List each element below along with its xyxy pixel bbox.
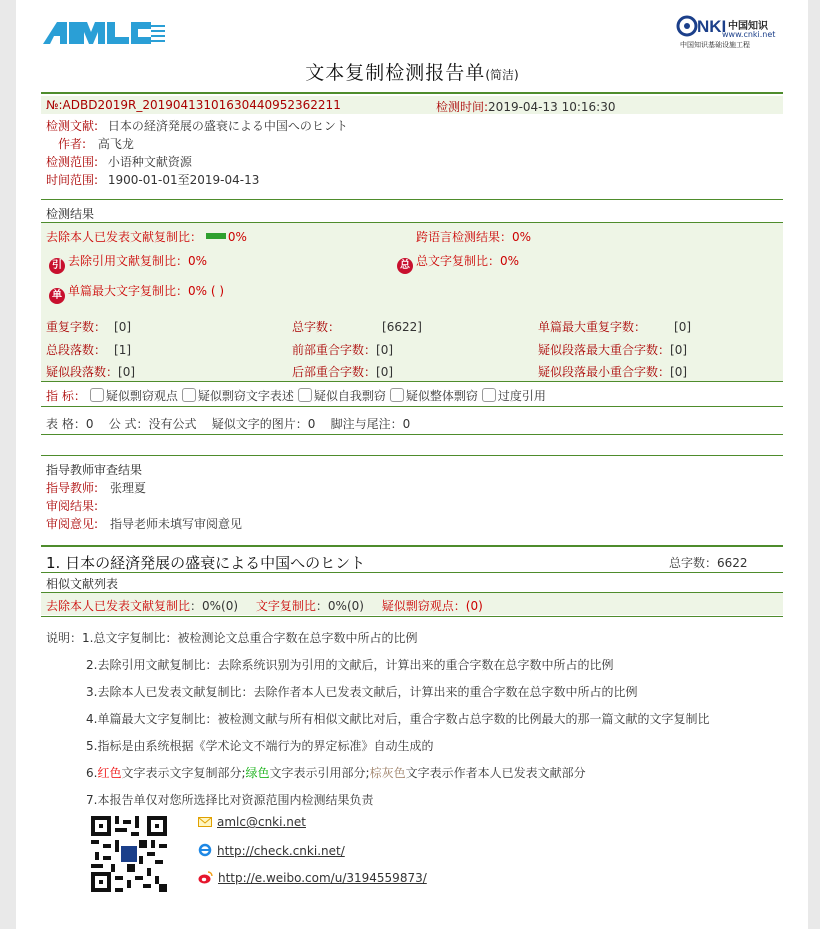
amlc-logo	[43, 18, 165, 46]
teacher-value: 张理夏	[110, 481, 147, 495]
document-words-label: 总字数：	[669, 556, 718, 570]
note-red-text: 文字表示文字复制部分;	[121, 766, 246, 780]
divider	[41, 381, 783, 382]
quote-excl-label: 去除引用文献复制比：	[68, 254, 189, 268]
review-result-row	[46, 497, 98, 514]
report-title	[16, 58, 808, 85]
divider	[41, 92, 783, 94]
scope-label: 检测范围:	[46, 155, 99, 169]
doc-row	[46, 117, 348, 134]
stat-cell	[292, 341, 393, 358]
sim-suspect-value: ：(0)	[453, 599, 483, 613]
total-value: 0%	[500, 254, 520, 268]
teacher-section-title: 指导教师审查结果	[46, 463, 143, 477]
report-page	[16, 0, 808, 929]
stat-label: 重复字数：	[46, 320, 107, 334]
opinion-label: 审阅意见:	[46, 517, 99, 531]
total-badge-icon: 总	[397, 258, 413, 274]
cnki-logo	[676, 15, 786, 51]
cnki-tagline: 中国知识基础设施工程	[680, 41, 750, 49]
stat-cell	[292, 318, 422, 335]
ratio-bar	[206, 233, 226, 239]
teacher-label: 指导教师:	[46, 481, 99, 495]
check-time-label: 检测时间:	[436, 100, 489, 114]
stat-value: [0]	[376, 365, 394, 379]
note-item: 4.单篇最大文字复制比：被检测文献与所有相似文献比对后，重合字数占总字数的比例最大的那一篇文献的文字复制比	[86, 712, 710, 726]
quote-excl-value: 0%	[188, 254, 208, 268]
single-max-label: 单篇最大文字复制比：	[68, 284, 189, 298]
note-red-word: 红色	[97, 766, 122, 780]
check-time	[436, 98, 616, 115]
stat-label: 总字数：	[292, 320, 341, 334]
stat-cell	[292, 363, 393, 380]
self-excl-label: 去除本人已发表文献复制比：	[46, 230, 203, 244]
sim-suspect-label: 疑似剽窃观点	[381, 599, 454, 613]
misc-stats: 表 格：0 公 式：没有公式 疑似文字的图片：0 脚注与尾注：0	[46, 417, 411, 431]
indicator-item: 疑似剽窃文字表述	[197, 389, 294, 403]
indicator-item: 疑似自我剽窃	[313, 389, 386, 403]
divider	[41, 616, 783, 617]
note-green-word: 绿色	[245, 766, 270, 780]
divider	[41, 545, 783, 547]
stat-label: 疑似段落最小重合字数：	[538, 365, 671, 379]
single-max-row	[49, 282, 224, 304]
scope-value: 小语种文献资源	[107, 155, 192, 169]
author-label: 作者:	[58, 137, 87, 151]
stat-label: 单篇最大重复字数：	[538, 320, 647, 334]
stat-value: [0]	[670, 365, 688, 379]
similar-summary	[46, 597, 483, 614]
document-title: 1. 日本の経済発展の盛衰による中国へのヒント	[46, 554, 366, 572]
divider	[41, 199, 783, 200]
site-link-row	[198, 843, 345, 858]
note-item: 2.去除引用文献复制比：去除系统识别为引用的文献后，计算出来的重合字数在总字数中所占的比例	[86, 658, 614, 672]
cross-lang-label: 跨语言检测结果：	[416, 230, 513, 244]
stat-value: [0]	[674, 320, 692, 334]
self-excl-row	[46, 228, 247, 245]
cross-lang-row	[416, 228, 531, 245]
range-label: 时间范围:	[46, 173, 99, 187]
note-green-text: 文字表示引用部分;	[269, 766, 370, 780]
indicator-item: 疑似整体剽窃	[405, 389, 478, 403]
stat-value: [6622]	[382, 320, 422, 334]
stat-value: [0]	[376, 343, 394, 357]
note-item: 1.总文字复制比：被检测论文总重合字数在总字数中所占的比例	[82, 631, 418, 645]
stat-cell	[46, 318, 131, 335]
opinion-row	[46, 515, 242, 532]
note-colors	[86, 764, 586, 781]
site-link[interactable]: http://check.cnki.net/	[217, 844, 345, 858]
results-section-title: 检测结果	[46, 207, 95, 221]
stat-cell	[46, 363, 135, 380]
stat-cell	[538, 341, 687, 358]
stat-label: 总段落数：	[46, 343, 107, 357]
weibo-icon	[198, 871, 213, 884]
cnki-url: www.cnki.net	[722, 30, 776, 39]
divider	[41, 406, 783, 407]
report-title-suffix: (简洁)	[485, 68, 519, 82]
mail-icon	[198, 817, 212, 827]
qr-code	[91, 816, 167, 892]
email-link-row	[198, 815, 306, 829]
report-title-text: 文本复制检测报告单	[305, 62, 486, 84]
sim-self-label: 去除本人已发表文献复制比	[46, 599, 191, 613]
range-row	[46, 171, 259, 188]
browser-icon	[198, 843, 212, 857]
quote-excl-row	[49, 252, 207, 274]
check-time-value: 2019-04-13 10:16:30	[488, 100, 616, 114]
note-color-prefix: 6.	[86, 766, 98, 780]
self-excl-value: 0%	[227, 230, 247, 244]
cross-lang-value: 0%	[512, 230, 532, 244]
notes-intro	[46, 629, 417, 646]
note-item: 5.指标是由系统根据《学术论文不端行为的界定标准》自动生成的	[86, 739, 434, 753]
stat-label: 疑似段落最大重合字数：	[538, 343, 671, 357]
stat-value: [0]	[670, 343, 688, 357]
doc-label: 检测文献:	[46, 119, 99, 133]
stat-value: [0]	[114, 320, 132, 334]
svg-text:NKI: NKI	[697, 17, 727, 36]
document-words-value: 6622	[717, 556, 748, 570]
author-value: 高飞龙	[97, 137, 134, 151]
note-brown-word: 棕灰色	[369, 766, 406, 780]
opinion-value: 指导老师未填写审阅意见	[110, 517, 243, 531]
teacher-row	[46, 479, 146, 496]
weibo-link-row	[198, 871, 427, 885]
doc-value: 日本の経済発展の盛衰による中国へのヒント	[107, 119, 348, 133]
sim-copy-value: ：0%(0)	[315, 599, 364, 613]
divider	[41, 572, 783, 573]
weibo-link[interactable]: http://e.weibo.com/u/3194559873/	[218, 871, 427, 885]
stat-label: 后部重合字数：	[292, 365, 377, 379]
stat-cell	[46, 341, 131, 358]
email-link[interactable]: amlc@cnki.net	[217, 815, 306, 829]
indicator-checkbox[interactable]	[90, 388, 104, 402]
stat-cell	[538, 363, 687, 380]
indicator-row	[46, 387, 546, 404]
stat-value: [1]	[114, 343, 132, 357]
indicator-item: 过度引用	[497, 389, 546, 403]
document-words	[669, 554, 748, 571]
scope-row	[46, 153, 192, 170]
indicator-checkbox[interactable]	[482, 388, 496, 402]
quote-badge-icon: 引	[49, 258, 65, 274]
similar-list-title: 相似文献列表	[46, 577, 119, 591]
stat-cell	[538, 318, 691, 335]
stat-label: 疑似段落数：	[46, 365, 119, 379]
note-brown-text: 文字表示作者本人已发表文献部分	[405, 766, 586, 780]
total-row	[397, 252, 519, 274]
report-id: №:ADBD2019R_20190413101630440952362211	[46, 98, 341, 112]
note-item: 7.本报告单仅对您所选择比对资源范围内检测结果负责	[86, 793, 374, 807]
sim-copy-label: 文字复制比	[255, 599, 316, 613]
indicator-checkbox[interactable]	[298, 388, 312, 402]
notes-intro-label: 说明：	[46, 631, 83, 645]
divider	[41, 434, 783, 435]
note-item: 3.去除本人已发表文献复制比：去除作者本人已发表文献后，计算出来的重合字数在总字数中所占的比例	[86, 685, 638, 699]
stat-label: 前部重合字数：	[292, 343, 377, 357]
indicator-checkbox[interactable]	[182, 388, 196, 402]
review-result-label: 审阅结果:	[46, 499, 99, 513]
cnki-logo-text: 中国知识	[728, 21, 768, 32]
range-value: 1900-01-01至2019-04-13	[107, 173, 260, 187]
stat-value: [0]	[118, 365, 136, 379]
indicator-item: 疑似剽窃观点	[105, 389, 178, 403]
total-label: 总文字复制比：	[416, 254, 501, 268]
single-max-value: 0% ( )	[188, 284, 225, 298]
author-row	[58, 135, 134, 152]
single-badge-icon: 单	[49, 288, 65, 304]
indicator-label: 指 标：	[46, 389, 86, 403]
sim-self-value: ：0%(0)	[190, 599, 239, 613]
indicator-checkbox[interactable]	[390, 388, 404, 402]
divider	[41, 455, 783, 456]
